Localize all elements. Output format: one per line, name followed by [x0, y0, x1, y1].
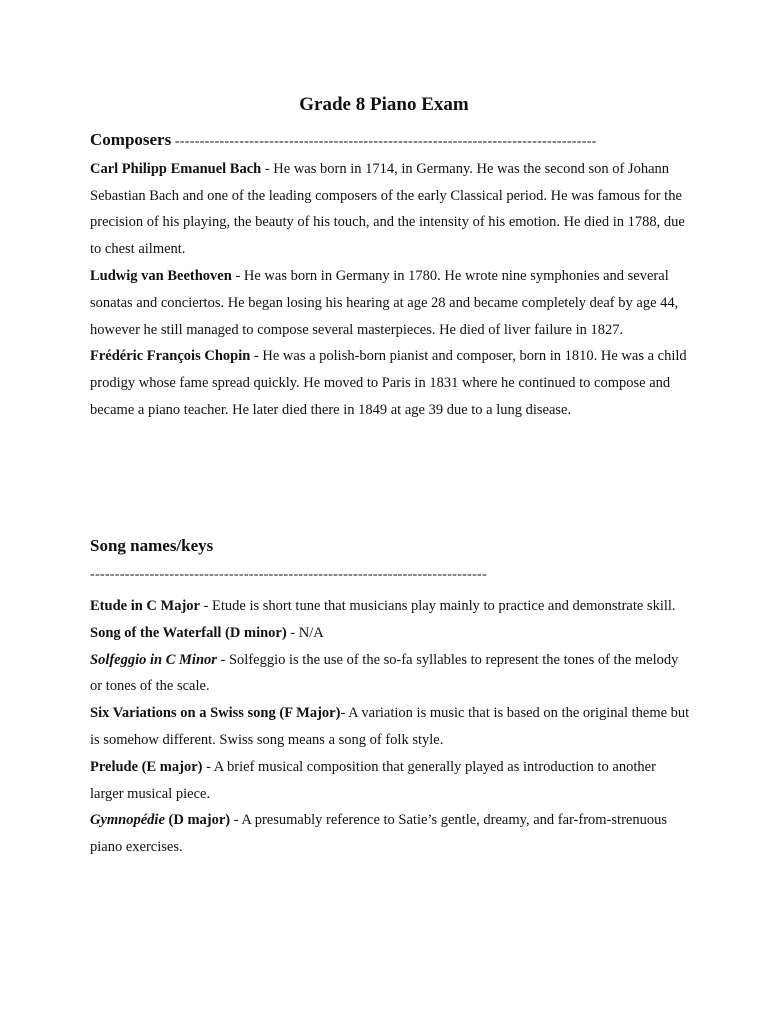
song-entry-solfeggio: [90, 647, 690, 701]
composers-heading: Composers: [90, 130, 172, 149]
song-description: - Solfeggio is the use of the so-fa syllables to represent the tones of the melody or tones of the scale.: [90, 651, 679, 695]
song-entry-waterfall: [90, 620, 690, 647]
songs-section: [90, 593, 690, 861]
song-name: Etude in C Major: [90, 598, 200, 614]
song-entry-prelude: [90, 754, 690, 808]
page-title: Grade 8 Piano Exam: [299, 94, 469, 115]
composers-divider: -------------------------------------------------------------------------------------: [174, 134, 597, 149]
song-name: Solfeggio in C Minor: [90, 651, 217, 668]
composer-entry-beethoven: [90, 263, 690, 343]
composer-name: Frédéric François Chopin: [90, 348, 251, 365]
songs-heading-block: [90, 533, 690, 560]
composer-entry-chopin: [90, 343, 690, 423]
song-description: - A brief musical composition that generally played as introduction to another larger musical piece.: [90, 758, 656, 802]
songs-divider: --------------------------------------------------------------------------------: [90, 567, 487, 582]
song-description: - N/A: [286, 624, 324, 641]
composers-heading-line: [90, 127, 690, 156]
song-name: (D major): [164, 812, 231, 829]
composer-description: - He was born in 1714, in Germany. He was the second son of Johann Sebastian Bach and one of the leading composers of the early Classical period. He was famous for the precision of his playing, the beauty of his touch, and the intensity of his emotion. He died in 1788, due to chest ailment.: [90, 160, 685, 258]
song-name: Song of the Waterfall (D minor): [90, 624, 287, 641]
composer-description: - He was born in Germany in 1780. He wrote nine symphonies and several sonatas and conciertos. He began losing his hearing at age 28 and became completely deaf by age 44, however he still managed to compose several masterpieces. He died of liver failure in 1827.: [90, 267, 679, 338]
song-name: Prelude (E major): [90, 758, 203, 775]
composer-name: Carl Philipp Emanuel Bach: [90, 160, 262, 177]
song-description: - A variation is music that is based on the original theme but is somehow different. Swiss song means a song of folk style.: [90, 705, 690, 748]
song-entry-variations: [90, 700, 690, 754]
composer-description: - He was a polish-born pianist and composer, born in 1810. He was a child prodigy whose fame spread quickly. He moved to Paris in 1831 where he continued to compose and became a piano teacher. He later died there in 1849 at age 39 due to a lung disease.: [90, 348, 687, 418]
composer-entry-bach: [90, 156, 690, 263]
song-name-italic: Gymnopédie: [90, 812, 165, 829]
composers-section: [90, 127, 690, 424]
song-entry-gymnopedie: [90, 807, 690, 861]
song-name: Six Variations on a Swiss song (F Major): [90, 705, 341, 722]
song-description: - Etude is short tune that musicians play mainly to practice and demonstrate skill.: [199, 598, 676, 614]
songs-heading: Song names/keys: [90, 536, 214, 555]
song-entry-etude: [90, 593, 690, 620]
composer-name: Ludwig van Beethoven: [90, 267, 232, 284]
song-description: - A presumably reference to Satie’s gentle, dreamy, and far-from-strenuous piano exercises.: [90, 812, 667, 856]
